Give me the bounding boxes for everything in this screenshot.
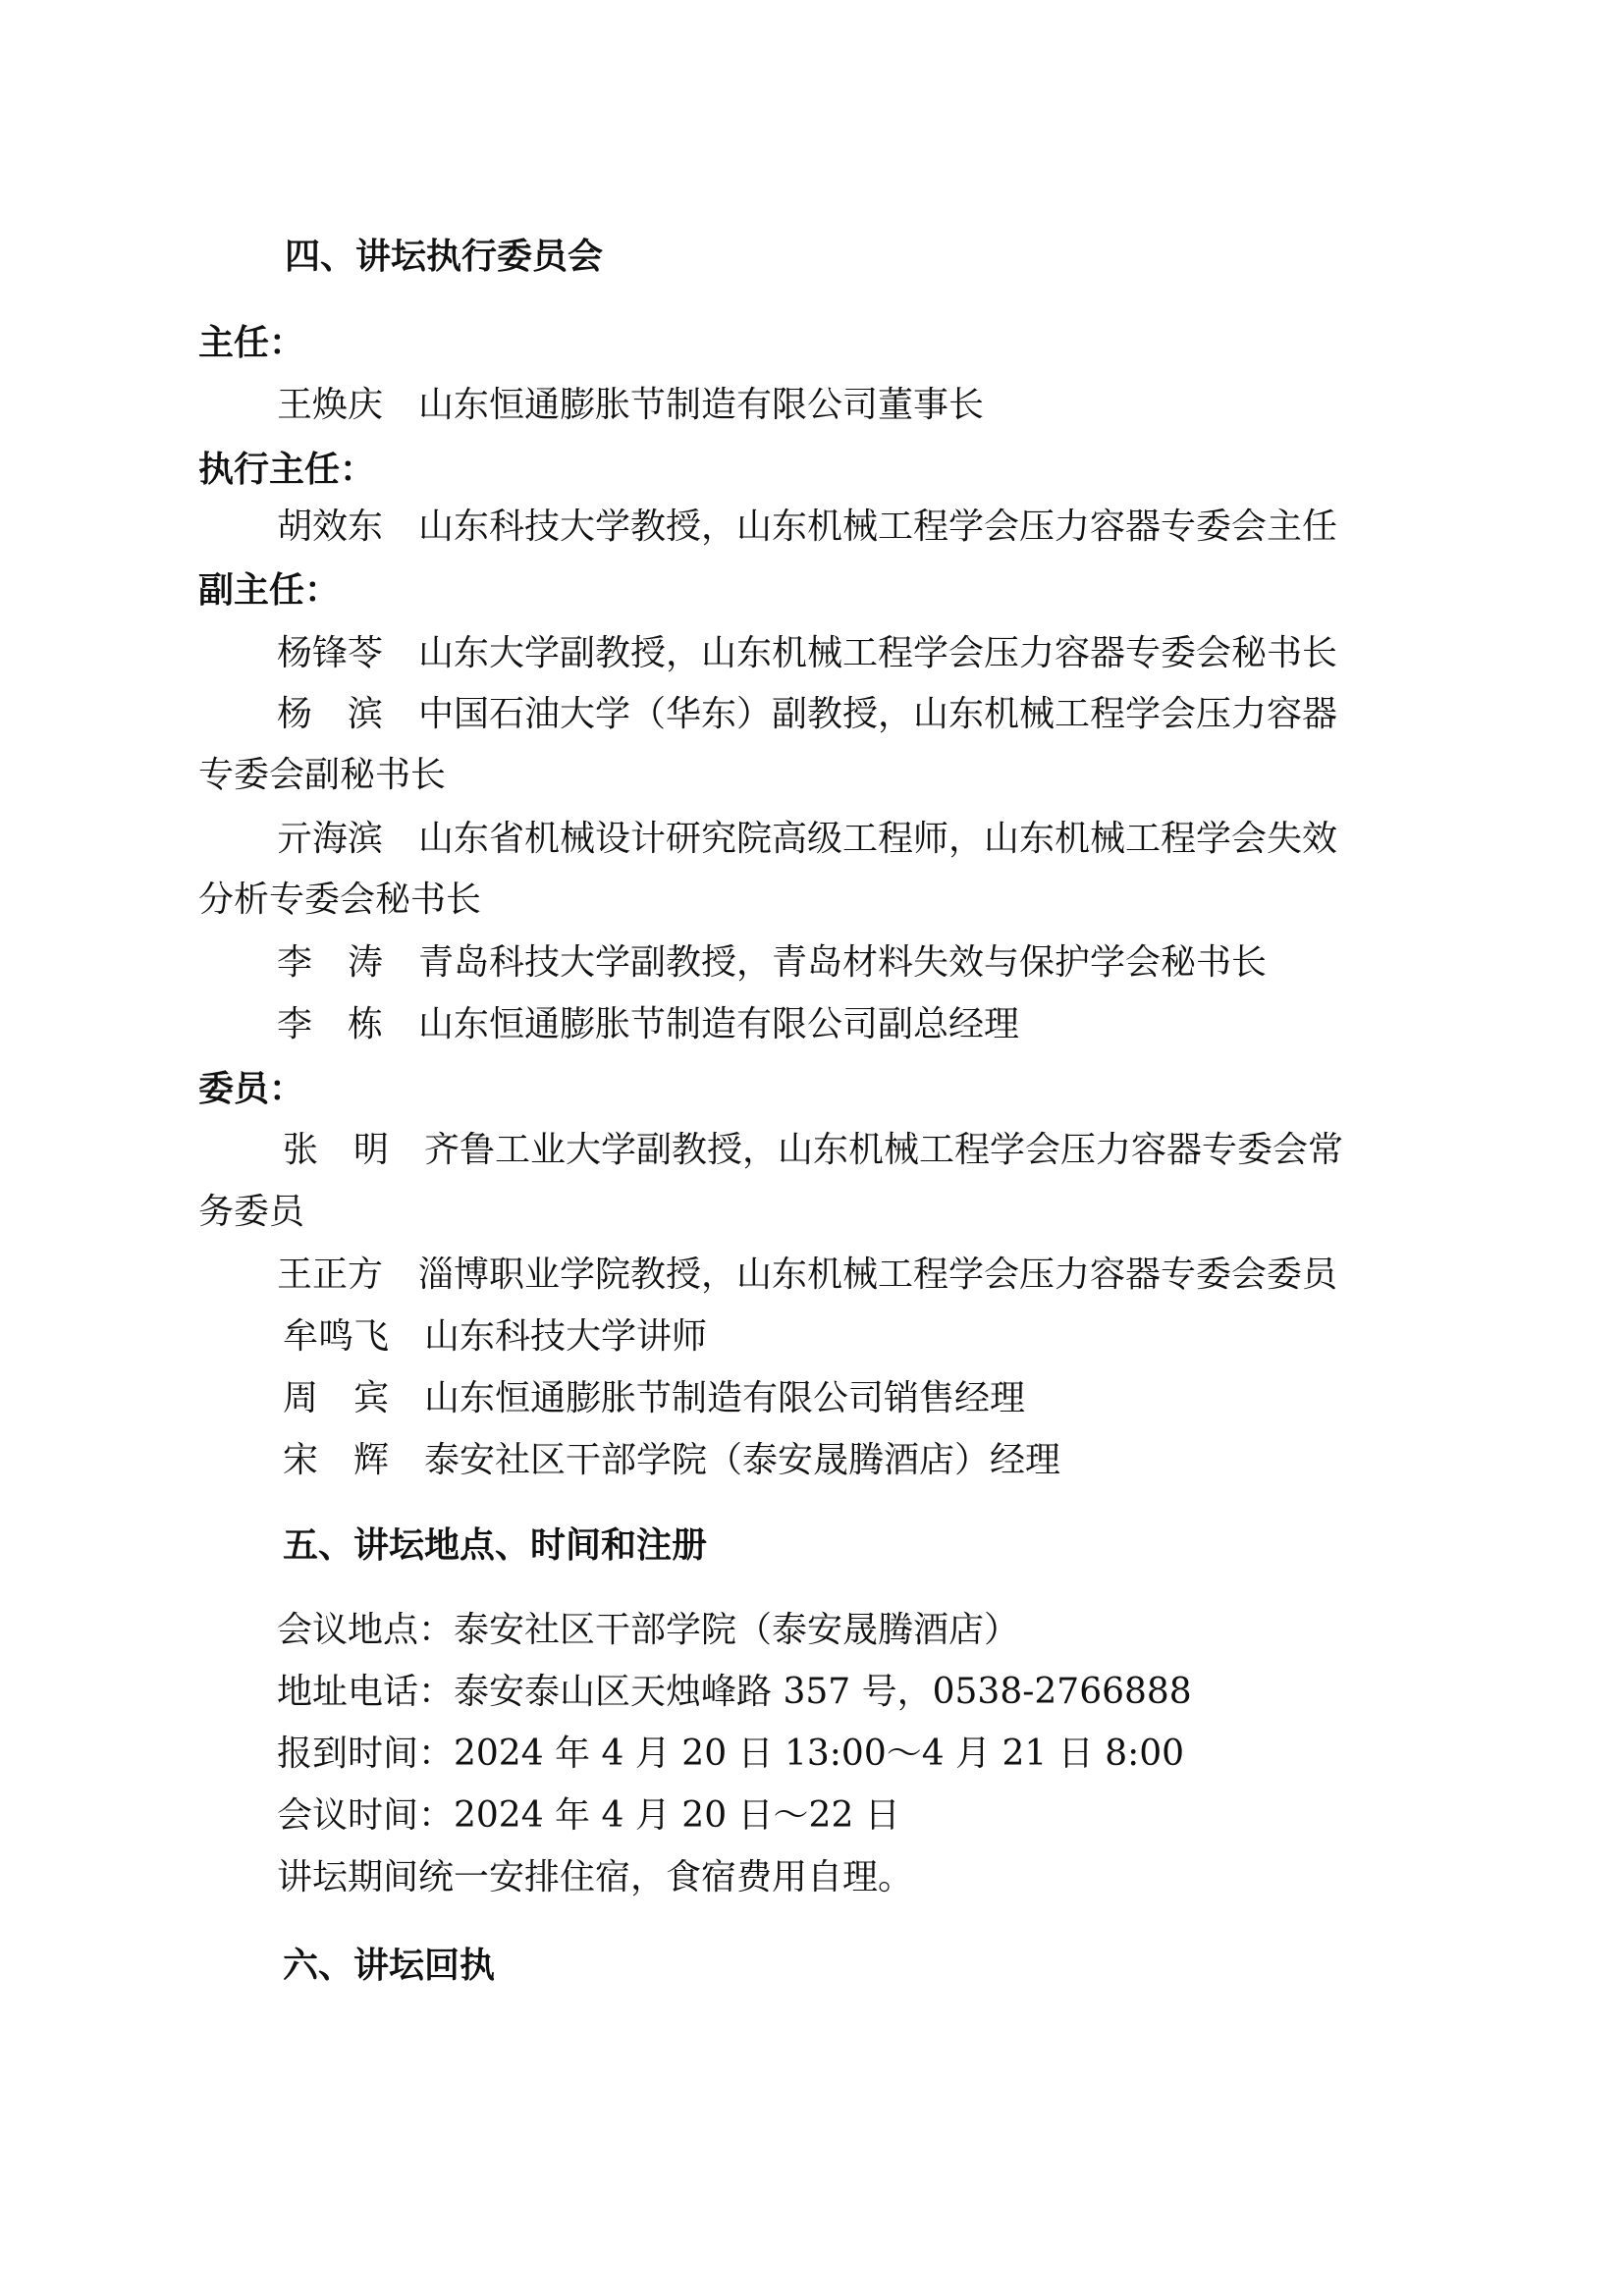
member-line <box>277 382 984 429</box>
venue-line: 会议地点：泰安社区干部学院（泰安晟腾酒店） <box>277 1610 1020 1650</box>
member-desc: 山东恒通膨胀节制造有限公司董事长 <box>418 385 985 425</box>
section-heading-4: 四、讲坛执行委员会 <box>285 236 604 277</box>
member-line <box>277 630 1337 677</box>
member-name: 亓海滨 <box>277 819 384 859</box>
member-line <box>283 1127 1343 1174</box>
address-phone-line: 地址电话：泰安泰山区天烛峰路 357 号，0538-2766888 <box>277 1672 1192 1712</box>
meeting-time-line: 会议时间：2024 年 4 月 20 日～22 日 <box>277 1795 900 1836</box>
section-heading-6: 六、讲坛回执 <box>283 1945 496 1986</box>
member-name: 王焕庆 <box>277 385 384 425</box>
member-name: 张 明 <box>283 1130 390 1170</box>
member-line <box>277 939 1267 987</box>
member-name: 杨锋苓 <box>277 633 384 673</box>
member-line <box>277 816 1337 863</box>
member-desc: 青岛科技大学副教授，青岛材料失效与保护学会秘书长 <box>418 942 1268 983</box>
member-desc-continued: 分析专委会秘书长 <box>198 880 482 920</box>
member-desc: 淄博职业学院教授，山东机械工程学会压力容器专委会委员 <box>418 1255 1338 1295</box>
member-desc: 中国石油大学（华东）副教授，山东机械工程学会压力容器 <box>418 694 1338 734</box>
member-desc-continued: 务委员 <box>198 1192 305 1232</box>
member-name: 胡效东 <box>277 507 384 547</box>
member-desc: 山东恒通膨胀节制造有限公司副总经理 <box>418 1004 1020 1044</box>
member-line <box>283 1437 1060 1484</box>
member-name: 杨 滨 <box>277 694 384 734</box>
member-desc: 山东大学副教授，山东机械工程学会压力容器专委会秘书长 <box>418 633 1338 673</box>
member-line <box>277 1001 1019 1048</box>
member-desc: 山东省机械设计研究院高级工程师，山东机械工程学会失效 <box>418 819 1338 859</box>
member-name: 牟鸣飞 <box>283 1316 390 1357</box>
member-line <box>277 504 1337 551</box>
executive-director-label: 执行主任： <box>198 449 376 490</box>
member-desc: 山东科技大学教授，山东机械工程学会压力容器专委会主任 <box>418 507 1338 547</box>
committee-members-label: 委员： <box>198 1068 305 1109</box>
member-desc-continued: 专委会副秘书长 <box>198 755 447 795</box>
section-heading-5: 五、讲坛地点、时间和注册 <box>283 1524 708 1566</box>
director-label: 主任： <box>198 322 305 363</box>
member-name: 宋 辉 <box>283 1440 390 1480</box>
member-desc: 山东恒通膨胀节制造有限公司销售经理 <box>424 1378 1026 1418</box>
member-line <box>283 1313 707 1361</box>
member-name: 王正方 <box>277 1255 384 1295</box>
member-name: 李 涛 <box>277 942 384 983</box>
check-in-time-line: 报到时间：2024 年 4 月 20 日 13:00～4 月 21 日 8:00 <box>277 1734 1185 1774</box>
member-desc: 泰安社区干部学院（泰安晟腾酒店）经理 <box>424 1440 1061 1480</box>
member-name: 李 栋 <box>277 1004 384 1044</box>
accommodation-line: 讲坛期间统一安排住宿，食宿费用自理。 <box>277 1857 914 1897</box>
member-line <box>277 1252 1337 1299</box>
member-name: 周 宾 <box>283 1378 390 1418</box>
member-desc: 齐鲁工业大学副教授，山东机械工程学会压力容器专委会常 <box>424 1130 1344 1170</box>
member-line <box>277 691 1337 738</box>
member-line <box>283 1375 1025 1422</box>
deputy-director-label: 副主任： <box>198 569 341 611</box>
member-desc: 山东科技大学讲师 <box>424 1316 708 1357</box>
